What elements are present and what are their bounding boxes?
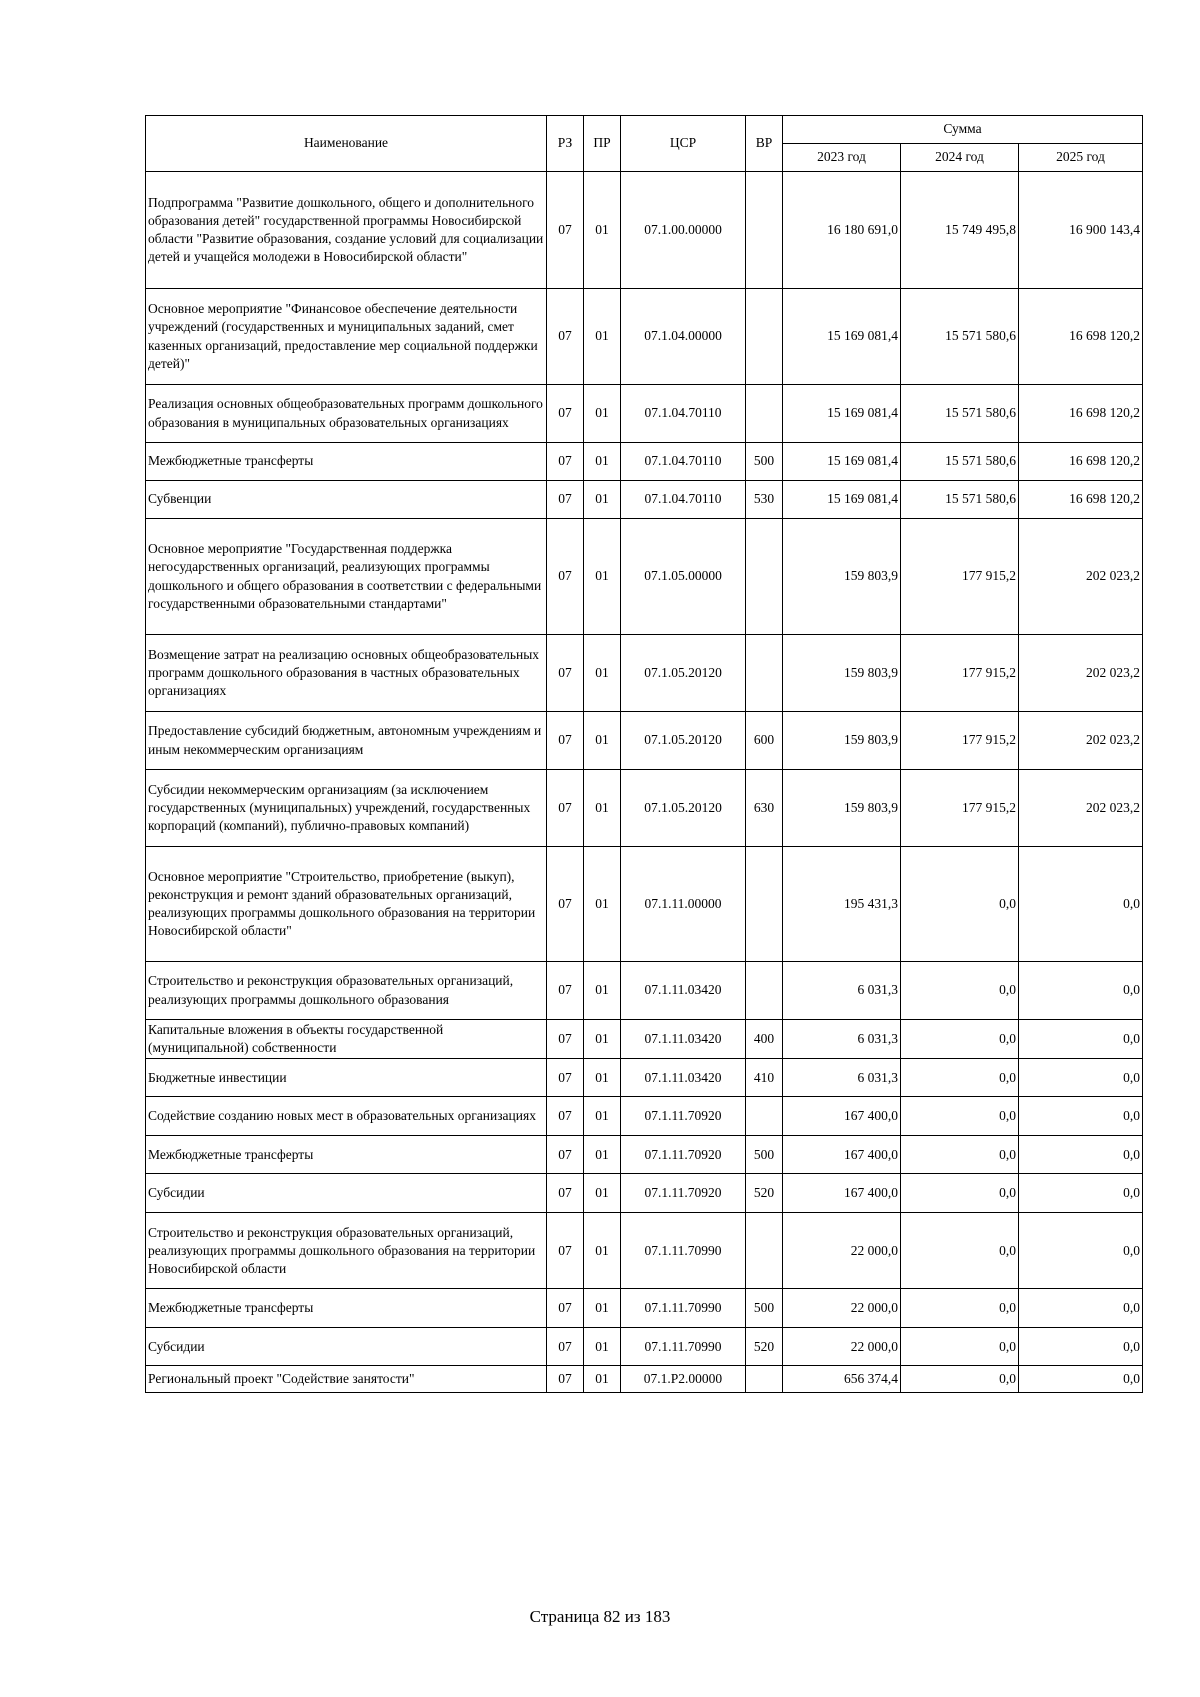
cell-sum-2024: 177 915,2 [901, 770, 1019, 847]
cell-sum-2025: 202 023,2 [1019, 712, 1143, 770]
table-row [146, 1097, 1143, 1136]
cell-name: Предоставление субсидий бюджетным, автономным учреждениям и иным некоммерческим организациям [146, 712, 547, 770]
cell-sum-2025: 16 698 120,2 [1019, 443, 1143, 481]
cell-vr [746, 847, 783, 962]
cell-csr: 07.1.05.00000 [621, 519, 746, 635]
cell-rz: 07 [547, 1097, 584, 1136]
cell-vr: 600 [746, 712, 783, 770]
cell-csr: 07.1.05.20120 [621, 635, 746, 712]
cell-pr: 01 [584, 770, 621, 847]
cell-vr [746, 519, 783, 635]
cell-sum-2023: 6 031,3 [783, 1059, 901, 1097]
cell-pr: 01 [584, 635, 621, 712]
cell-sum-2023: 159 803,9 [783, 519, 901, 635]
cell-sum-2023: 167 400,0 [783, 1097, 901, 1136]
cell-sum-2024: 15 571 580,6 [901, 443, 1019, 481]
cell-vr: 500 [746, 1136, 783, 1174]
cell-sum-2025: 0,0 [1019, 1020, 1143, 1059]
table-row [146, 519, 1143, 635]
table-row [146, 289, 1143, 385]
cell-sum-2024: 0,0 [901, 1366, 1019, 1393]
cell-vr: 500 [746, 1289, 783, 1328]
cell-sum-2023: 6 031,3 [783, 1020, 901, 1059]
cell-rz: 07 [547, 289, 584, 385]
cell-name: Межбюджетные трансферты [146, 1136, 547, 1174]
cell-sum-2023: 22 000,0 [783, 1328, 901, 1366]
cell-vr [746, 172, 783, 289]
cell-sum-2024: 0,0 [901, 1328, 1019, 1366]
cell-name: Субсидии некоммерческим организациям (за исключением государственных (муниципальных) учреждений, государственных корпораций (компаний), публично-правовых компаний) [146, 770, 547, 847]
cell-sum-2025: 0,0 [1019, 1097, 1143, 1136]
cell-sum-2023: 15 169 081,4 [783, 443, 901, 481]
cell-sum-2023: 15 169 081,4 [783, 289, 901, 385]
header-pr: ПР [584, 116, 621, 172]
cell-pr: 01 [584, 1328, 621, 1366]
cell-vr: 520 [746, 1328, 783, 1366]
table-row [146, 1366, 1143, 1393]
cell-pr: 01 [584, 1289, 621, 1328]
header-year-2024: 2024 год [901, 144, 1019, 172]
cell-rz: 07 [547, 443, 584, 481]
table-row [146, 1136, 1143, 1174]
table-row [146, 1213, 1143, 1289]
cell-csr: 07.1.11.70990 [621, 1213, 746, 1289]
cell-rz: 07 [547, 519, 584, 635]
cell-pr: 01 [584, 385, 621, 443]
page-number: Страница 82 из 183 [529, 1607, 671, 1626]
cell-pr: 01 [584, 1136, 621, 1174]
cell-name: Строительство и реконструкция образовательных организаций, реализующих программы дошкольного образования [146, 962, 547, 1020]
cell-vr [746, 1097, 783, 1136]
cell-pr: 01 [584, 847, 621, 962]
cell-sum-2024: 0,0 [901, 1213, 1019, 1289]
cell-name: Содействие созданию новых мест в образовательных организациях [146, 1097, 547, 1136]
budget-table [145, 115, 1143, 1393]
cell-sum-2023: 6 031,3 [783, 962, 901, 1020]
cell-rz: 07 [547, 1289, 584, 1328]
cell-pr: 01 [584, 443, 621, 481]
cell-rz: 07 [547, 712, 584, 770]
cell-rz: 07 [547, 770, 584, 847]
cell-rz: 07 [547, 962, 584, 1020]
cell-rz: 07 [547, 847, 584, 962]
cell-csr: 07.1.04.70110 [621, 443, 746, 481]
cell-sum-2023: 22 000,0 [783, 1289, 901, 1328]
table-row [146, 385, 1143, 443]
cell-csr: 07.1.P2.00000 [621, 1366, 746, 1393]
cell-vr: 410 [746, 1059, 783, 1097]
cell-vr [746, 1366, 783, 1393]
cell-rz: 07 [547, 635, 584, 712]
cell-vr [746, 385, 783, 443]
cell-vr: 630 [746, 770, 783, 847]
cell-sum-2024: 0,0 [901, 847, 1019, 962]
cell-vr: 400 [746, 1020, 783, 1059]
table-row [146, 172, 1143, 289]
header-year-2023: 2023 год [783, 144, 901, 172]
cell-sum-2025: 16 698 120,2 [1019, 481, 1143, 519]
cell-sum-2023: 159 803,9 [783, 635, 901, 712]
cell-rz: 07 [547, 1366, 584, 1393]
cell-sum-2024: 15 749 495,8 [901, 172, 1019, 289]
header-sum: Сумма [783, 116, 1143, 144]
cell-csr: 07.1.11.70920 [621, 1136, 746, 1174]
table-row [146, 962, 1143, 1020]
cell-sum-2023: 16 180 691,0 [783, 172, 901, 289]
header-year-2025: 2025 год [1019, 144, 1143, 172]
header-csr: ЦСР [621, 116, 746, 172]
cell-sum-2024: 15 571 580,6 [901, 481, 1019, 519]
cell-pr: 01 [584, 172, 621, 289]
cell-sum-2025: 16 900 143,4 [1019, 172, 1143, 289]
cell-csr: 07.1.05.20120 [621, 712, 746, 770]
header-rz: РЗ [547, 116, 584, 172]
table-row [146, 1059, 1143, 1097]
table-row [146, 481, 1143, 519]
cell-name: Субсидии [146, 1174, 547, 1213]
cell-pr: 01 [584, 289, 621, 385]
table-row [146, 770, 1143, 847]
cell-csr: 07.1.00.00000 [621, 172, 746, 289]
cell-vr: 520 [746, 1174, 783, 1213]
cell-pr: 01 [584, 1174, 621, 1213]
cell-pr: 01 [584, 1097, 621, 1136]
cell-vr [746, 962, 783, 1020]
cell-sum-2023: 159 803,9 [783, 712, 901, 770]
cell-sum-2023: 195 431,3 [783, 847, 901, 962]
table-row [146, 847, 1143, 962]
cell-csr: 07.1.11.70920 [621, 1097, 746, 1136]
cell-sum-2023: 22 000,0 [783, 1213, 901, 1289]
cell-sum-2024: 0,0 [901, 1136, 1019, 1174]
cell-rz: 07 [547, 1174, 584, 1213]
cell-sum-2025: 0,0 [1019, 1059, 1143, 1097]
cell-sum-2025: 0,0 [1019, 1174, 1143, 1213]
table-row [146, 1289, 1143, 1328]
table-row [146, 1020, 1143, 1059]
cell-name: Основное мероприятие "Государственная поддержка негосударственных организаций, реализующих программы дошкольного и общего образования в соответствии с федеральными государственными образовательными стандартами" [146, 519, 547, 635]
cell-sum-2023: 15 169 081,4 [783, 481, 901, 519]
cell-csr: 07.1.11.70920 [621, 1174, 746, 1213]
cell-name: Субсидии [146, 1328, 547, 1366]
table-row [146, 443, 1143, 481]
cell-name: Строительство и реконструкция образовательных организаций, реализующих программы дошкольного образования на территории Новосибирской области [146, 1213, 547, 1289]
cell-pr: 01 [584, 481, 621, 519]
cell-sum-2023: 167 400,0 [783, 1174, 901, 1213]
cell-vr [746, 635, 783, 712]
cell-pr: 01 [584, 1020, 621, 1059]
header-vr: ВР [746, 116, 783, 172]
cell-csr: 07.1.04.70110 [621, 481, 746, 519]
cell-sum-2025: 0,0 [1019, 1213, 1143, 1289]
cell-pr: 01 [584, 1366, 621, 1393]
cell-sum-2025: 0,0 [1019, 1136, 1143, 1174]
cell-rz: 07 [547, 385, 584, 443]
cell-sum-2024: 15 571 580,6 [901, 289, 1019, 385]
table-row [146, 635, 1143, 712]
cell-csr: 07.1.04.00000 [621, 289, 746, 385]
cell-name: Бюджетные инвестиции [146, 1059, 547, 1097]
cell-sum-2025: 0,0 [1019, 847, 1143, 962]
cell-name: Капитальные вложения в объекты государственной (муниципальной) собственности [146, 1020, 547, 1059]
cell-name: Основное мероприятие "Строительство, приобретение (выкуп), реконструкция и ремонт зданий образовательных организаций, реализующих программы дошкольного образования на территории Новосибирской области" [146, 847, 547, 962]
table-row [146, 1328, 1143, 1366]
cell-name: Региональный проект "Содействие занятости" [146, 1366, 547, 1393]
cell-csr: 07.1.11.70990 [621, 1328, 746, 1366]
cell-sum-2024: 0,0 [901, 1020, 1019, 1059]
cell-vr [746, 289, 783, 385]
cell-sum-2025: 0,0 [1019, 1289, 1143, 1328]
cell-vr: 530 [746, 481, 783, 519]
cell-sum-2025: 202 023,2 [1019, 635, 1143, 712]
header-name: Наименование [146, 116, 547, 172]
cell-sum-2024: 177 915,2 [901, 519, 1019, 635]
cell-csr: 07.1.11.03420 [621, 962, 746, 1020]
cell-pr: 01 [584, 1059, 621, 1097]
cell-rz: 07 [547, 172, 584, 289]
cell-sum-2025: 16 698 120,2 [1019, 385, 1143, 443]
cell-name: Подпрограмма "Развитие дошкольного, общего и дополнительного образования детей" государственной программы Новосибирской области "Развитие образования, создание условий для социализации детей и учащейся молодежи в Новосибирской области" [146, 172, 547, 289]
cell-name: Межбюджетные трансферты [146, 443, 547, 481]
cell-csr: 07.1.11.00000 [621, 847, 746, 962]
cell-sum-2024: 0,0 [901, 962, 1019, 1020]
cell-pr: 01 [584, 519, 621, 635]
cell-rz: 07 [547, 481, 584, 519]
cell-sum-2025: 202 023,2 [1019, 519, 1143, 635]
cell-pr: 01 [584, 712, 621, 770]
cell-sum-2023: 159 803,9 [783, 770, 901, 847]
cell-csr: 07.1.11.03420 [621, 1020, 746, 1059]
cell-sum-2024: 0,0 [901, 1059, 1019, 1097]
table-body [146, 172, 1143, 1393]
cell-sum-2025: 0,0 [1019, 962, 1143, 1020]
cell-vr: 500 [746, 443, 783, 481]
cell-sum-2024: 15 571 580,6 [901, 385, 1019, 443]
cell-name: Реализация основных общеобразовательных программ дошкольного образования в муниципальных образовательных организациях [146, 385, 547, 443]
table-header [146, 116, 1143, 172]
cell-csr: 07.1.05.20120 [621, 770, 746, 847]
cell-sum-2025: 0,0 [1019, 1328, 1143, 1366]
table-row [146, 712, 1143, 770]
cell-csr: 07.1.11.03420 [621, 1059, 746, 1097]
cell-pr: 01 [584, 1213, 621, 1289]
cell-rz: 07 [547, 1328, 584, 1366]
cell-pr: 01 [584, 962, 621, 1020]
cell-rz: 07 [547, 1059, 584, 1097]
cell-sum-2024: 177 915,2 [901, 712, 1019, 770]
cell-sum-2024: 0,0 [901, 1174, 1019, 1213]
cell-sum-2025: 16 698 120,2 [1019, 289, 1143, 385]
cell-name: Основное мероприятие "Финансовое обеспечение деятельности учреждений (государственных и муниципальных заданий, смет казенных организаций, предоставление мер социальной поддержки детей)" [146, 289, 547, 385]
cell-sum-2024: 0,0 [901, 1097, 1019, 1136]
cell-rz: 07 [547, 1136, 584, 1174]
cell-sum-2023: 656 374,4 [783, 1366, 901, 1393]
cell-sum-2025: 0,0 [1019, 1366, 1143, 1393]
cell-vr [746, 1213, 783, 1289]
cell-sum-2024: 177 915,2 [901, 635, 1019, 712]
cell-csr: 07.1.11.70990 [621, 1289, 746, 1328]
cell-rz: 07 [547, 1213, 584, 1289]
cell-sum-2025: 202 023,2 [1019, 770, 1143, 847]
cell-sum-2023: 15 169 081,4 [783, 385, 901, 443]
cell-name: Возмещение затрат на реализацию основных общеобразовательных программ дошкольного образования в частных образовательных организациях [146, 635, 547, 712]
cell-sum-2023: 167 400,0 [783, 1136, 901, 1174]
cell-name: Межбюджетные трансферты [146, 1289, 547, 1328]
cell-sum-2024: 0,0 [901, 1289, 1019, 1328]
cell-rz: 07 [547, 1020, 584, 1059]
cell-name: Субвенции [146, 481, 547, 519]
cell-csr: 07.1.04.70110 [621, 385, 746, 443]
table-row [146, 1174, 1143, 1213]
